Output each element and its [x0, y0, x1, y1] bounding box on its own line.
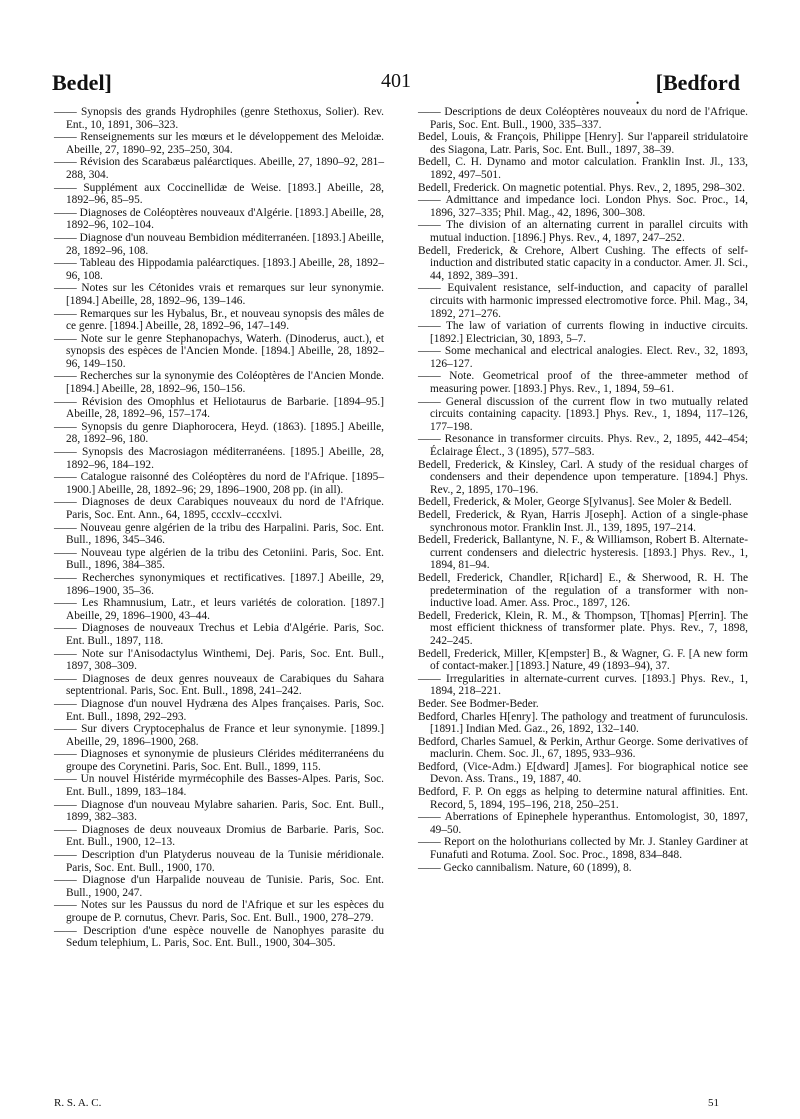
bibliography-entry: —— Synopsis des Macrosiagon méditerranéens. [1895.] Abeille, 28, 1892–96, 184–192. [54, 446, 384, 471]
page-header [52, 70, 740, 96]
bibliography-entry: —— The division of an alternating current in parallel circuits with mutual induction. [1896.] Phys. Rev., 4, 1897, 247–252. [418, 219, 748, 244]
bibliography-entry: Bedel, Louis, & François, Philippe [Henry]. Sur l'appareil stridulatoire des Siagona, Latr. Paris, Soc. Ent. Bull., 1897, 38–39. [418, 131, 748, 156]
bibliography-entry: Bedell, Frederick, & Moler, George S[ylvanus]. See Moler & Bedell. [418, 496, 732, 509]
bibliography-entry: —— Report on the holothurians collected by Mr. J. Stanley Gardiner at Funafuti and Rotuma. Zool. Soc. Proc., 1898, 834–848. [418, 836, 748, 862]
bibliography-entry: Beder. See Bodmer-Beder. [418, 697, 539, 710]
bibliography-entry: —— Diagnoses de Coléoptères nouveaux d'Algérie. [1893.] Abeille, 28, 1892–96, 102–104. [54, 206, 384, 232]
bibliography-entry: —— Description d'une espèce nouvelle de Nanophyes parasite du Sedum telephium, L. Paris, Soc. Ent. Bull., 1900, 304–305. [54, 924, 384, 950]
bibliography-entry: —— Notes sur les Cétonides vrais et remarques sur leur synonymie. [1894.] Abeille, 28, 1892–96, 139–146. [54, 282, 384, 307]
bibliography-entry: —— Catalogue raisonné des Coléoptères du nord de l'Afrique. [1895–1900.] Abeille, 28, 1892–96; 29, 1896–1900, 208 pp. (in all). [54, 471, 384, 496]
bibliography-entry: —— Supplément aux Coccinellidæ de Weise. [1893.] Abeille, 28, 1892–96, 85–95. [54, 181, 384, 207]
bibliography-entry: —— Révision des Omophlus et Heliotaurus de Barbarie. [1894–95.] Abeille, 28, 1892–96, 157–174. [54, 395, 384, 421]
bibliography-entry: —— Resonance in transformer circuits. Phys. Rev., 2, 1895, 442–454; Éclairage Élect., 3 (1895), 577–583. [418, 433, 748, 459]
header-right-heading: [Bedford [655, 70, 740, 95]
left-column [54, 106, 384, 950]
bibliography-entry: —— General discussion of the current flow in two mutually related circuits containing capacity. [1893.] Phys. Rev., 1, 1894, 117–126, 177–198. [418, 395, 748, 433]
bibliography-entry: Bedell, Frederick, & Ryan, Harris J[oseph]. Action of a single-phase synchronous motor. Franklin Inst. Jl., 139, 1895, 197–214. [418, 509, 748, 534]
bibliography-entry: —— Synopsis des grands Hydrophiles (genre Stethoxus, Solier). Rev. Ent., 10, 1891, 306–323. [54, 106, 384, 131]
bibliography-entry: —— Note. Geometrical proof of the three-ammeter method of measuring power. [1893.] Phys. Rev., 1, 1894, 59–61. [418, 370, 748, 396]
bibliography-entry: —— Gecko cannibalism. Nature, 60 (1899), 8. [418, 861, 632, 874]
bibliography-entry: —— Irregularities in alternate-current curves. [1893.] Phys. Rev., 1, 1894, 218–221. [418, 672, 748, 698]
bibliography-entry: Bedford, F. P. On eggs as helping to determine natural affinities. Ent. Record, 5, 1894, 195–196, 218, 250–251. [418, 786, 748, 811]
bibliography-entry: —— Un nouvel Histéride myrmécophile des Basses-Alpes. Paris, Soc. Ent. Bull., 1899, 183–184. [54, 773, 384, 799]
bibliography-entry: —— Synopsis du genre Diaphorocera, Heyd. (1863). [1895.] Abeille, 28, 1892–96, 180. [54, 420, 384, 446]
bibliography-entry: —— Descriptions de deux Coléoptères nouveaux du nord de l'Afrique. Paris, Soc. Ent. Bull., 1900, 335–337. [418, 106, 748, 131]
bibliography-entry: Bedell, Frederick, Miller, K[empster] B., & Wagner, G. F. [A new form of contact-maker.] [1893.] Nature, 49 (1893–94), 37. [418, 647, 748, 673]
bibliography-entry: —— Diagnoses de deux genres nouveaux de Carabiques du Sahara septentrional. Paris, Soc. Ent. Bull., 1898, 241–242. [54, 672, 384, 698]
bibliography-entry: —— Aberrations of Epinephele hyperanthus. Entomologist, 30, 1897, 49–50. [418, 811, 748, 836]
bibliography-entry: —— Renseignements sur les mœurs et le développement des Meloidæ. Abeille, 27, 1890–92, 235–250, 304. [54, 131, 384, 156]
bibliography-entry: —— Révision des Scarabæus paléarctiques. Abeille, 27, 1890–92, 281–288, 304. [54, 156, 384, 181]
page-number: 401 [381, 70, 411, 92]
footer-signature: R. S. A. C. [54, 1097, 102, 1109]
bibliography-entry: —— Diagnoses de nouveaux Trechus et Lebia d'Algérie. Paris, Soc. Ent. Bull., 1897, 118. [54, 622, 384, 647]
bibliography-entry: —— Diagnoses de deux Carabiques nouveaux du nord de l'Afrique. Paris, Soc. Ent. Ann., 64, 1895, cccxlv–cccxlvi. [54, 496, 384, 521]
bibliography-entry: —— Les Rhamnusium, Latr., et leurs variétés de coloration. [1897.] Abeille, 29, 1896–1900, 43–44. [54, 597, 384, 622]
bibliography-entry: —— Diagnoses et synonymie de plusieurs Clérides méditerranéens du groupe des Corynetini. Paris, Soc. Ent. Bull., 1899, 115. [54, 748, 384, 773]
bibliography-entry: —— Admittance and impedance loci. London Phys. Soc. Proc., 14, 1896, 327–335; Phil. Mag., 42, 1896, 300–308. [418, 194, 748, 219]
bibliography-entry: Bedford, Charles Samuel, & Perkin, Arthur George. Some derivatives of maclurin. Chem. Soc. Jl., 67, 1895, 933–936. [418, 735, 748, 761]
bibliography-entry: —— Notes sur les Paussus du nord de l'Afrique et sur les espèces du groupe de P. cornutus, Chevr. Paris, Soc. Ent. Bull., 1900, 278–279. [54, 899, 384, 924]
bibliography-entry: Bedell, Frederick, Ballantyne, N. F., & Williamson, Robert B. Alternate-current condensers and dielectric hysteresis. [1893.] Phys. Rev., 1, 1894, 81–94. [418, 534, 748, 572]
header-left-heading: Bedel] [52, 70, 112, 95]
bibliography-entry: —— Diagnose d'un Harpalide nouveau de Tunisie. Paris, Soc. Ent. Bull., 1900, 247. [54, 874, 384, 899]
bibliography-entry: Bedell, C. H. Dynamo and motor calculation. Franklin Inst. Jl., 133, 1892, 497–501. [418, 156, 748, 181]
bibliography-entry: —— Diagnose d'un nouvel Hydræna des Alpes françaises. Paris, Soc. Ent. Bull., 1898, 292–293. [54, 697, 384, 723]
bibliography-entry: —— Nouveau genre algérien de la tribu des Harpalini. Paris, Soc. Ent. Bull., 1896, 345–346. [54, 521, 384, 547]
bibliography-entry: —— Diagnose d'un nouveau Mylabre saharien. Paris, Soc. Ent. Bull., 1899, 382–383. [54, 798, 384, 824]
bibliography-entry: —— Nouveau type algérien de la tribu des Cetoniini. Paris, Soc. Ent. Bull., 1896, 384–385. [54, 546, 384, 572]
bibliography-entry: —— Remarques sur les Hybalus, Br., et nouveau synopsis des mâles de ce genre. [1894.] Abeille, 28, 1892–96, 147–149. [54, 307, 384, 333]
bibliography-entry: —— The law of variation of currents flowing in inductive circuits. [1892.] Electrician, 30, 1893, 5–7. [418, 320, 748, 345]
bibliography-entry: Bedell, Frederick. On magnetic potential. Phys. Rev., 2, 1895, 298–302. [418, 181, 745, 194]
bibliography-entry: —— Description d'un Platyderus nouveau de la Tunisie méridionale. Paris, Soc. Ent. Bull., 1900, 170. [54, 849, 384, 874]
bibliography-entry: —— Note sur l'Anisodactylus Winthemi, Dej. Paris, Soc. Ent. Bull., 1897, 308–309. [54, 647, 384, 673]
bibliography-entry: —— Tableau des Hippodamia paléarctiques. [1893.] Abeille, 28, 1892–96, 108. [54, 257, 384, 282]
bibliography-entry: —— Recherches sur la synonymie des Coléoptères de l'Ancien Monde. [1894.] Abeille, 28, 1892–96, 150–156. [54, 370, 384, 396]
bibliography-entry: Bedell, Frederick, & Crehore, Albert Cushing. The effects of self-induction and distributed static capacity in a conductor. Amer. Jl. Sci., 44, 1892, 389–391. [418, 244, 748, 282]
bibliography-entry: Bedell, Frederick, Chandler, R[ichard] E., & Sherwood, R. H. The predetermination of the regulation of a transformer with non-inductive load. Amer. Ass. Proc., 1897, 126. [418, 571, 748, 610]
bibliography-entry: Bedell, Frederick, Klein, R. M., & Thompson, T[homas] P[errin]. The most efficient thickness of transformer plate. Phys. Rev., 7, 1898, 242–245. [418, 609, 748, 647]
bibliography-entry: —— Note sur le genre Stephanopachys, Waterh. (Dinoderus, auct.), et synopsis des espèces de l'Ancien Monde. [1894.] Abeille, 28, 1892–96, 149–150. [54, 332, 384, 370]
bibliography-entry: Bedell, Frederick, & Kinsley, Carl. A study of the residual charges of condensers and their dependence upon temperature. [1894.] Phys. Rev., 2, 1895, 170–196. [418, 458, 748, 496]
footer-sheet-number: 51 [708, 1097, 719, 1109]
bibliography-entry: —— Recherches synonymiques et rectificatives. [1897.] Abeille, 29, 1896–1900, 35–36. [54, 571, 384, 597]
bibliography-entry: Bedford, (Vice-Adm.) E[dward] J[ames]. For biographical notice see Devon. Ass. Trans., 19, 1887, 40. [418, 760, 748, 786]
bibliography-entry: —— Diagnose d'un nouveau Bembidion méditerranéen. [1893.] Abeille, 28, 1892–96, 108. [54, 231, 384, 257]
printer-mark: • [636, 98, 640, 108]
bibliography-entry: Bedford, Charles H[enry]. The pathology and treatment of furunculosis. [1891.] Indian Med. Gaz., 26, 1892, 132–140. [418, 710, 748, 736]
bibliography-entry: —— Some mechanical and electrical analogies. Elect. Rev., 32, 1893, 126–127. [418, 345, 748, 370]
bibliography-entry: —— Equivalent resistance, self-induction, and capacity of parallel circuits with harmonic impressed electromotive force. Phil. Mag., 34, 1892, 271–276. [418, 282, 748, 320]
right-column [418, 106, 748, 874]
bibliography-entry: —— Sur divers Cryptocephalus de France et leur synonymie. [1899.] Abeille, 29, 1896–1900, 268. [54, 723, 384, 748]
bibliography-entry: —— Diagnoses de deux nouveaux Dromius de Barbarie. Paris, Soc. Ent. Bull., 1900, 12–13. [54, 823, 384, 849]
